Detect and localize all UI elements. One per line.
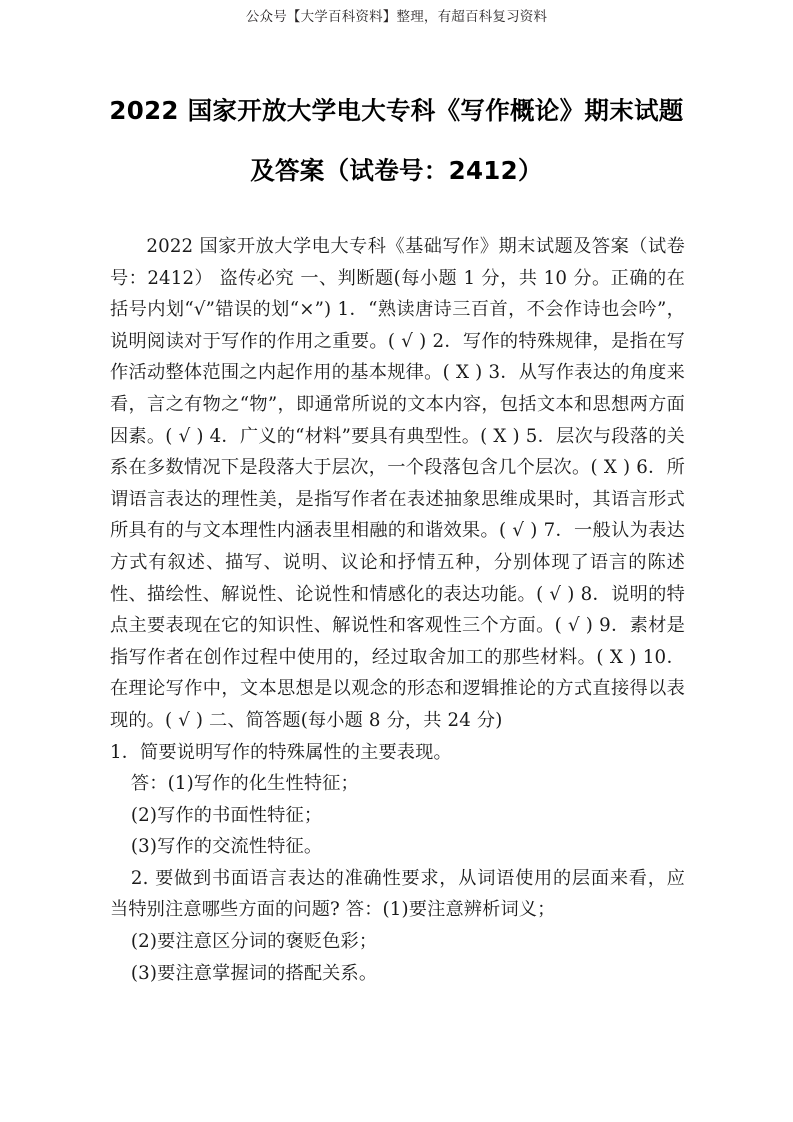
- document-title: [56, 94, 737, 188]
- body-paragraph-q2: 2. 要做到书面语言表达的准确性要求，从词语使用的层面来看，应当特别注意哪些方面的问题? 答：(1)要注意辨析词义；: [110, 867, 685, 921]
- title-line-1: 2022 国家开放大学电大专科《写作概论》期末试题: [109, 96, 684, 125]
- body-paragraph-q2-a2: (2)要注意区分词的褒贬色彩；: [130, 931, 378, 953]
- body-paragraph-q1-a1: 答：(1)写作的化生性特征；: [130, 773, 359, 795]
- body-paragraph-q1-a3: (3)写作的交流性特征。: [130, 836, 323, 858]
- body-paragraph-intro: 2022 国家开放大学电大专科《基础写作》期末试题及答案（试卷号：2412） 盗传必究 一、判断题(每小题 1 分，共 10 分。正确的在括号内划“√”错误的划“×”) 1．“熟读唐诗三百首，不会作诗也会吟”，说明阅读对于写作的作用之重要。( √ ) 2．写作的特殊规律，是指在写作活动整体范围之内起作用的基本规律。( X ) 3．从写作表达的角度来看，言之有物之“物”，即通常所说的文本内容，包括文本和思想两方面因素。( √ ) 4．广义的“材料”要具有典型性。( X ) 5．层次与段落的关系在多数情况下是段落大于层次，一个段落包含几个层次。( X ) 6．所谓语言表达的理性美，是指写作者在表述抽象思维成果时，其语言形式所具有的与文本理性内涵表里相融的和谐效果。( √ ) 7．一般认为表达方式有叙述、描写、说明、议论和抒情五种，分别体现了语言的陈述性、描绘性、解说性、论说性和情感化的表达功能。( √ ) 8．说明的特点主要表现在它的知识性、解说性和客观性三个方面。( √ ) 9．素材是指写作者在创作过程中使用的，经过取舍加工的那些材料。( X ) 10．在理论写作中，文本思想是以观念的形态和逻辑推论的方式直接得以表现的。( √ ) 二、简答题(每小题 8 分，共 24 分): [110, 236, 685, 731]
- page-header-watermark: 公众号【大学百科资料】整理，有超百科复习资料: [245, 9, 548, 25]
- body-paragraph-q2-a3: (3)要注意掌握词的搭配关系。: [130, 962, 378, 984]
- document-body: [110, 231, 685, 989]
- body-paragraph-q1-a2: (2)写作的书面性特征；: [130, 804, 323, 826]
- body-paragraph-q1: 1．简要说明写作的特殊属性的主要表现。: [110, 741, 452, 763]
- title-line-2: 及答案（试卷号：2412）: [250, 156, 543, 185]
